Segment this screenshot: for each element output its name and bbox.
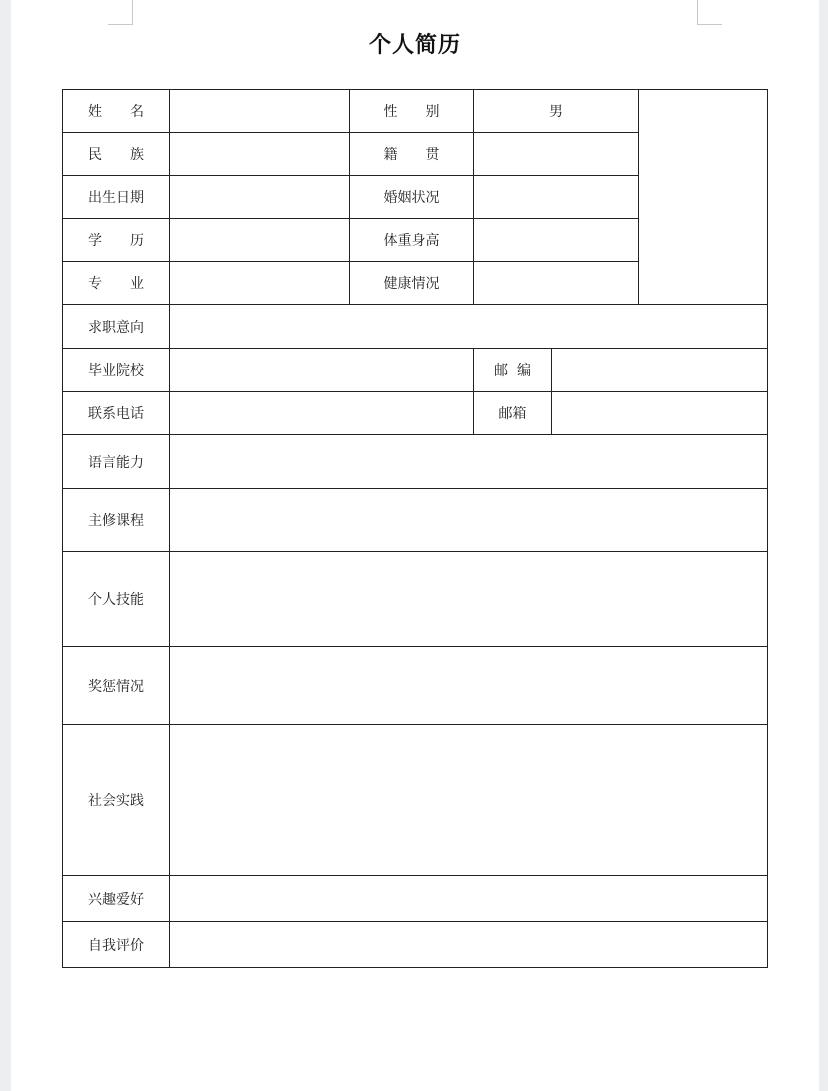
hobbies-label: 兴趣爱好 bbox=[63, 876, 170, 922]
table-row bbox=[63, 435, 768, 489]
height-weight-label: 体重身高 bbox=[350, 219, 474, 262]
table-row bbox=[63, 392, 768, 435]
table-row bbox=[63, 552, 768, 647]
skills-label: 个人技能 bbox=[63, 552, 170, 647]
table-row bbox=[63, 90, 768, 133]
social-practice-field[interactable] bbox=[170, 725, 768, 876]
document-page bbox=[11, 0, 819, 1091]
self-evaluation-label: 自我评价 bbox=[63, 922, 170, 968]
ethnicity-field[interactable] bbox=[170, 133, 350, 176]
native-place-field[interactable] bbox=[474, 133, 639, 176]
hobbies-field[interactable] bbox=[170, 876, 768, 922]
table-row bbox=[63, 647, 768, 725]
awards-field[interactable] bbox=[170, 647, 768, 725]
birth-date-field[interactable] bbox=[170, 176, 350, 219]
skills-field[interactable] bbox=[170, 552, 768, 647]
postcode-label: 邮 编 bbox=[474, 349, 552, 392]
name-label: 姓 名 bbox=[63, 90, 170, 133]
language-label: 语言能力 bbox=[63, 435, 170, 489]
courses-field[interactable] bbox=[170, 489, 768, 552]
table-row bbox=[63, 349, 768, 392]
marital-status-label: 婚姻状况 bbox=[350, 176, 474, 219]
table-row bbox=[63, 876, 768, 922]
table-row bbox=[63, 489, 768, 552]
gender-label: 性 别 bbox=[350, 90, 474, 133]
social-practice-label: 社会实践 bbox=[63, 725, 170, 876]
ethnicity-label: 民 族 bbox=[63, 133, 170, 176]
major-field[interactable] bbox=[170, 262, 350, 305]
photo-cell[interactable] bbox=[639, 90, 768, 305]
school-label: 毕业院校 bbox=[63, 349, 170, 392]
native-place-label: 籍 贯 bbox=[350, 133, 474, 176]
school-field[interactable] bbox=[170, 349, 474, 392]
courses-label: 主修课程 bbox=[63, 489, 170, 552]
health-field[interactable] bbox=[474, 262, 639, 305]
table-row bbox=[63, 922, 768, 968]
name-field[interactable] bbox=[170, 90, 350, 133]
major-label: 专 业 bbox=[63, 262, 170, 305]
email-label: 邮箱 bbox=[474, 392, 552, 435]
page-title: 个人简历 bbox=[368, 33, 461, 58]
table-row bbox=[63, 725, 768, 876]
page-corner-mark-right bbox=[697, 0, 722, 25]
education-field[interactable] bbox=[170, 219, 350, 262]
job-intention-field[interactable] bbox=[170, 305, 768, 349]
education-label: 学 历 bbox=[63, 219, 170, 262]
email-field[interactable] bbox=[552, 392, 768, 435]
table-row bbox=[63, 305, 768, 349]
postcode-field[interactable] bbox=[552, 349, 768, 392]
awards-label: 奖惩情况 bbox=[63, 647, 170, 725]
health-label: 健康情况 bbox=[350, 262, 474, 305]
birth-date-label: 出生日期 bbox=[63, 176, 170, 219]
phone-field[interactable] bbox=[170, 392, 474, 435]
self-evaluation-field[interactable] bbox=[170, 922, 768, 968]
phone-label: 联系电话 bbox=[63, 392, 170, 435]
language-field[interactable] bbox=[170, 435, 768, 489]
gender-field[interactable]: 男 bbox=[474, 90, 639, 133]
height-weight-field[interactable] bbox=[474, 219, 639, 262]
marital-status-field[interactable] bbox=[474, 176, 639, 219]
page-corner-mark-left bbox=[108, 0, 133, 25]
job-intention-label: 求职意向 bbox=[63, 305, 170, 349]
resume-table bbox=[62, 89, 768, 968]
